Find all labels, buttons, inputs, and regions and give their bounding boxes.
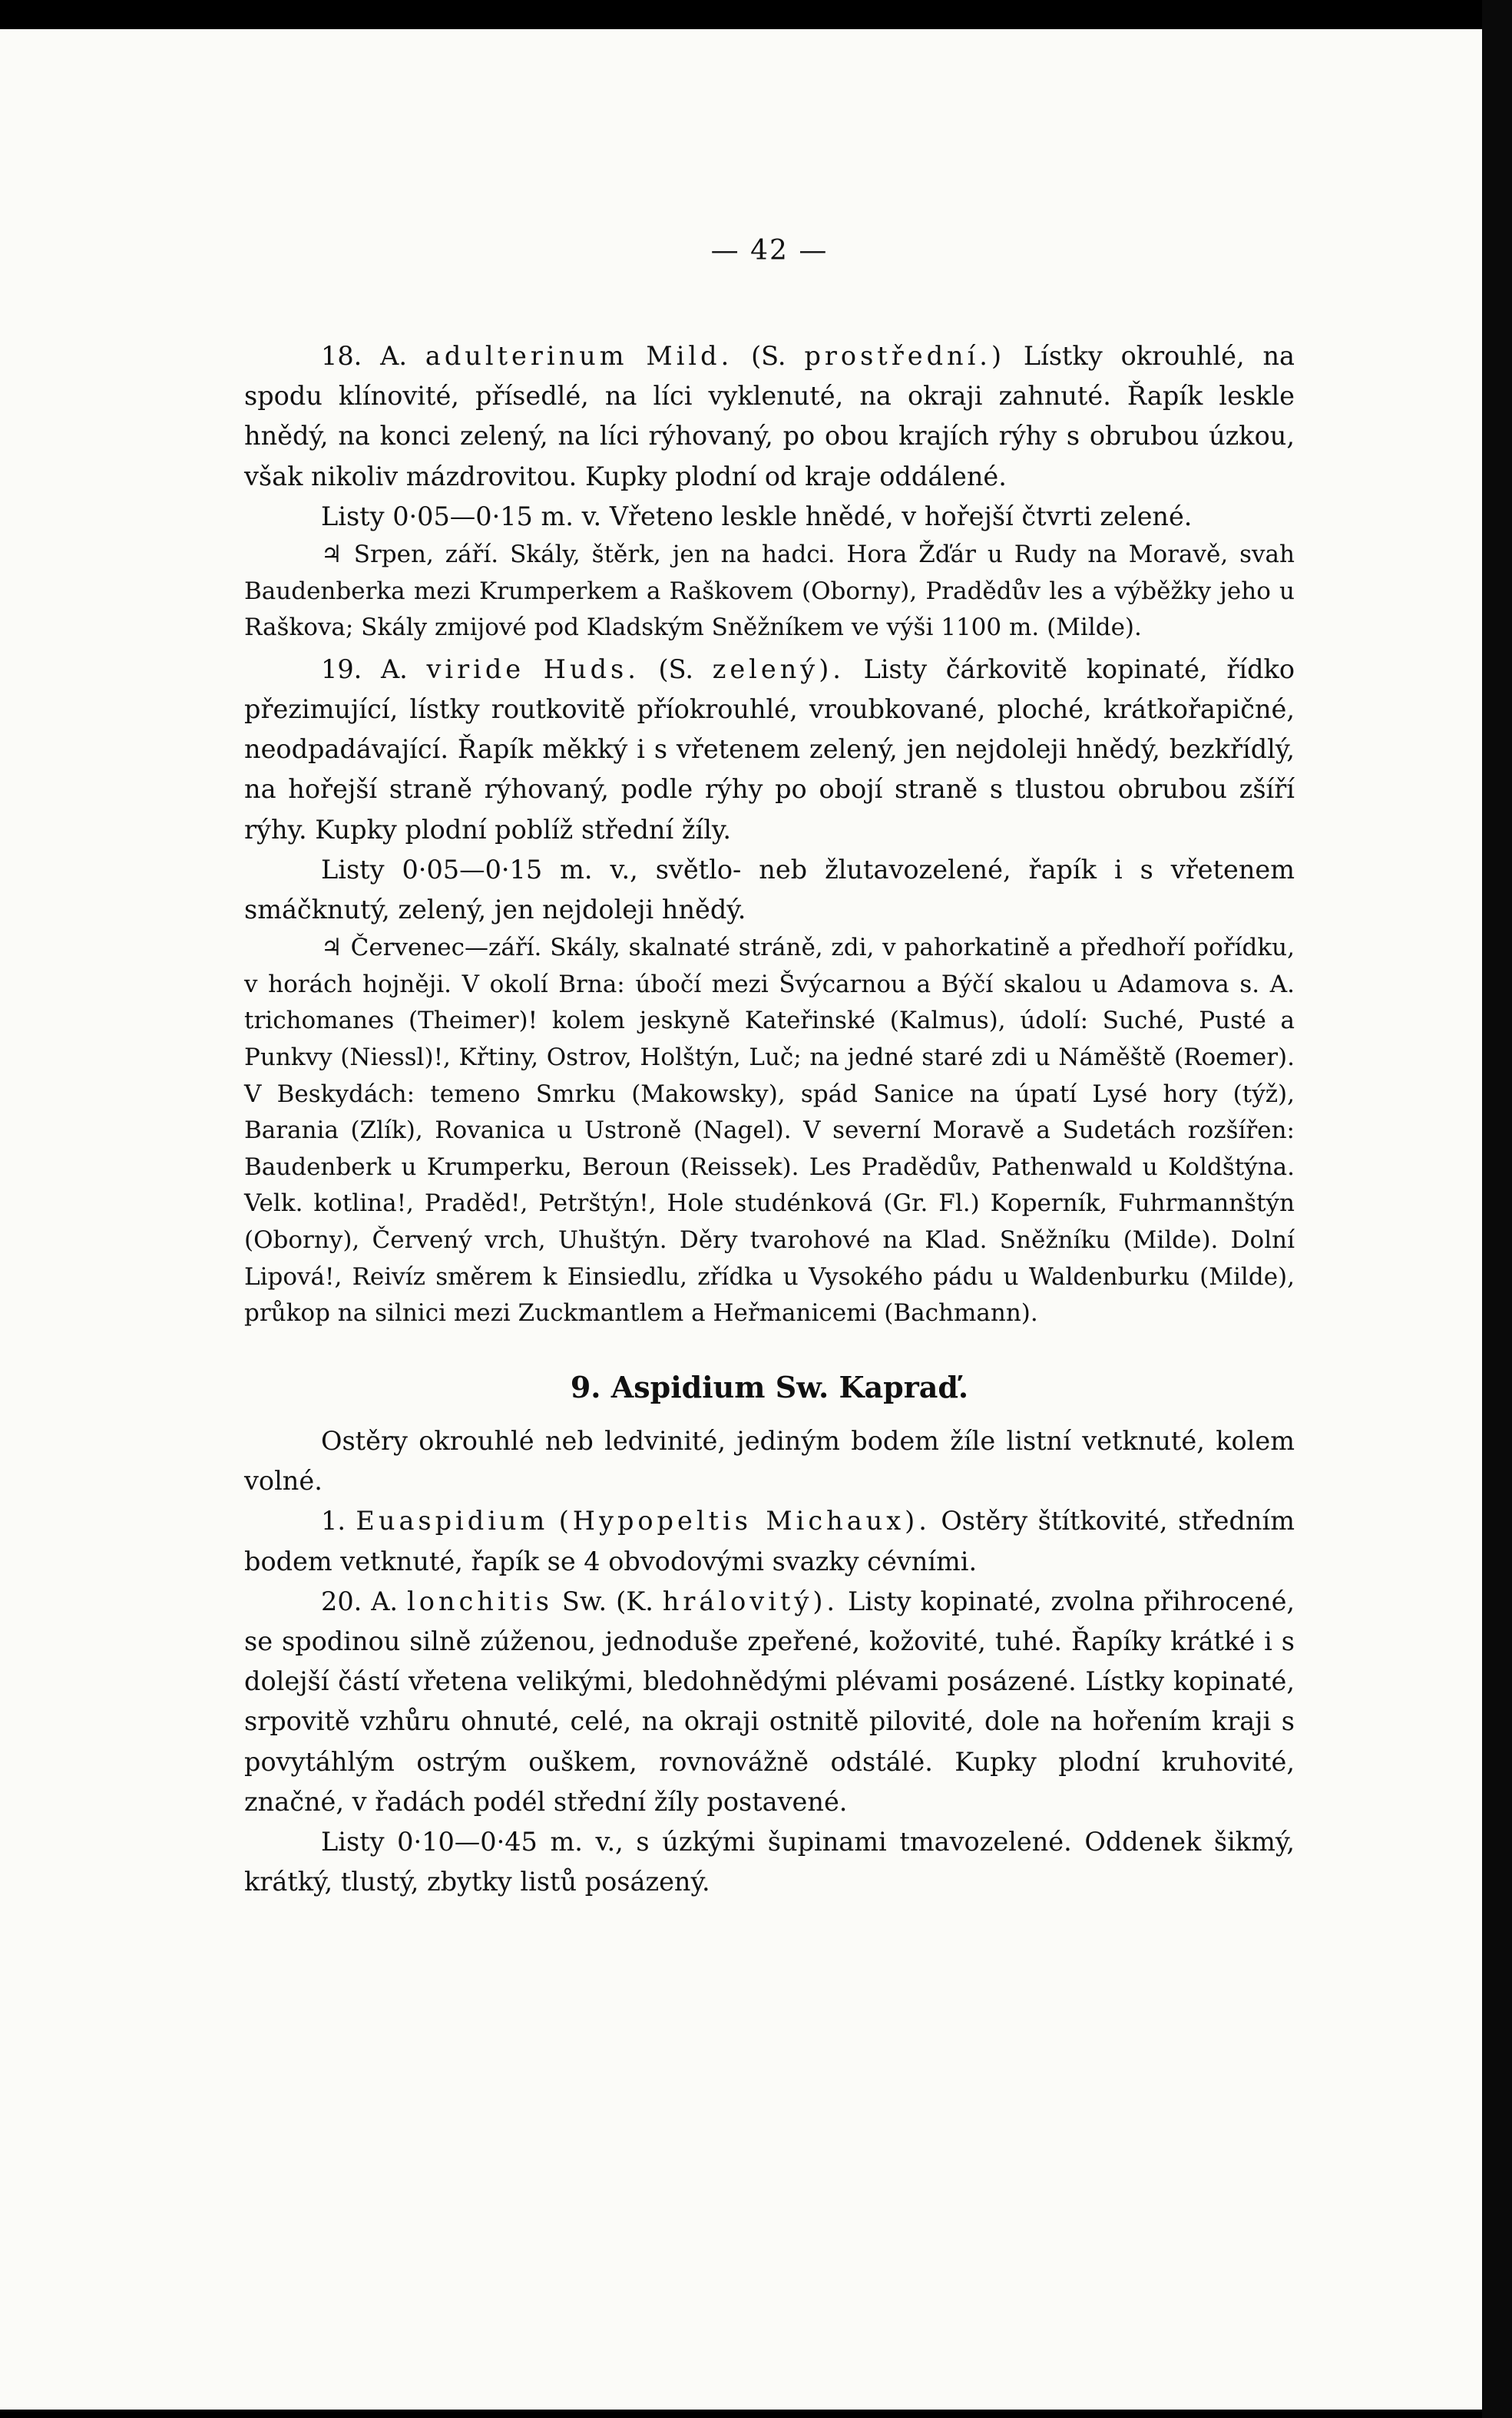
species-18-range-text: Srpen, září. Skály, štěrk, jen na hadci. Hora Žďár u Rudy na Moravě, svah Baudenberka mezi Krumperkem a Raškovem (Oborny), Pradědův les a výběžky jeho u Raškova; Skály zmijové pod Kladským Sněžníkem ve výši 1100 m. (Milde). <box>244 541 1295 642</box>
section-1-name: Euaspidium <box>356 1506 549 1536</box>
section-1-paren: (Hypopeltis Michaux). <box>558 1506 931 1536</box>
species-19-range-text: Červenec—září. Skály, skalnaté stráně, zdi, v pahorkatině a předhoří pořídku, v horách hojněji. V okolí Brna: úbočí mezi Švýcarnou a Býčí skalou u Adamova s. A. trichomanes (Theimer)! kolem jeskyně Kateřinské (Kalmus), údolí: Suché, Pusté a Punkvy (Niessl)!, Křtiny, Ostrov, Holštýn, Luč; na jedné staré zdi u Náměště (Roemer). V Beskydách: temeno Smrku (Makowsky), spád Sanice na úpatí Lysé hory (týž), Barania (Zlík), Rovanica u Ustroně (Nagel). V severní Moravě a Sudetách rozšířen: Baudenberk u Krumperku, Beroun (Reissek). Les Pradědův, Pathenwald u Koldštýna. Velk. kotlina!, Praděd!, Petrštýn!, Hole studénková (Gr. Fl.) Koperník, Fuhrmannštýn (Oborny), Červený vrch, Uhuštýn. Děry tvarohové na Klad. Sněžníku (Milde). Dolní Lipová!, Reivíz směrem k Einsiedlu, zřídka u Vysokého pádu u Waldenburku (Milde), průkop na silnici mezi Zuckmantlem a Heřmanicemi (Bachmann). <box>244 934 1295 1328</box>
species-19-range <box>244 930 1295 1332</box>
species-18-author: Mild. <box>646 341 733 371</box>
species-19-listy: Listy 0·05—0·15 m. v., světlo- neb žlutavozelené, řapík i s vřetenem smáčknutý, zelený, jen nejdoleji hnědý. <box>244 854 1295 925</box>
species-20-listy: Listy 0·10—0·45 m. v., s úzkými šupinami tmavozelené. Oddenek šikmý, krátký, tlustý, zbytky listů posázený. <box>244 1826 1295 1897</box>
species-18-czech-open: (S. <box>751 341 786 371</box>
species-20-name: lonchitis <box>407 1586 553 1616</box>
perennial-symbol-icon: ♃ <box>321 934 342 962</box>
species-18-listy: Listy 0·05—0·15 m. v. Vřeteno leskle hnědé, v hořejší čtvrti zelené. <box>321 501 1193 531</box>
section-1 <box>244 1501 1295 1581</box>
species-19-genus: A. <box>380 653 408 684</box>
perennial-symbol-icon: ♃ <box>321 541 342 569</box>
species-19-number: 19. <box>321 653 362 684</box>
species-20-czech-name: hrálovitý). <box>662 1586 839 1616</box>
genus-description: Ostěry okrouhlé neb ledvinité, jediným bodem žíle listní vetknuté, kolem volné. <box>244 1425 1295 1497</box>
species-20-author: Sw. <box>561 1586 607 1616</box>
genus-heading: 9. Aspidium Sw. Kapraď. <box>570 1369 969 1404</box>
species-19-name: viride <box>426 653 525 684</box>
species-18-name: adulterinum <box>425 341 628 371</box>
species-18-genus: A. <box>380 341 407 371</box>
species-20-genus: A. <box>371 1586 399 1616</box>
body-text <box>244 336 1295 1902</box>
species-18-desc-text: Lístky okrouhlé, na spodu klínovité, přísedlé, na líci vyklenuté, na okraji zahnuté. Řapík leskle hnědý, na konci zelený, na líci rýhovaný, po obou krajích rýhy s obrubou úzkou, však nikoliv mázdrovitou. Kupky plodní od kraje oddálené. <box>244 341 1295 491</box>
species-18-range <box>244 537 1295 647</box>
species-20-czech-open: (K. <box>616 1586 653 1616</box>
scan-border <box>1482 0 1512 2418</box>
species-19-description <box>244 650 1295 850</box>
species-19-czech-name: zelený). <box>712 653 845 684</box>
species-18-number: 18. <box>321 341 362 371</box>
page-number: — 42 — <box>710 235 829 266</box>
species-20-description <box>244 1582 1295 1822</box>
species-20-desc-text: Listy kopinaté, zvolna přihrocené, se spodinou silně zúženou, jednoduše zpeřené, kožovité, tuhé. Řapíky krátké i s dolejší částí vřetena velikými, bledohnědými plévami posázené. Lístky kopinaté, srpovitě vzhůru ohnuté, celé, na okraji ostnitě pilovité, dole na hořením kraji s povytáhlým ostrým ouškem, rovnovážně odstálé. Kupky plodní kruhovité, značné, v řadách podél střední žíly postavené. <box>244 1586 1295 1817</box>
section-1-desc: Ostěry štítkovité, středním bodem vetknuté, řapík se 4 obvodovými svazky cévními. <box>244 1506 1295 1576</box>
page-sheet <box>0 29 1482 2410</box>
species-18-description <box>244 336 1295 497</box>
species-20-number: 20. <box>321 1586 362 1616</box>
species-19-czech-open: (S. <box>658 653 694 684</box>
section-1-number: 1. <box>321 1506 346 1536</box>
species-19-author: Huds. <box>543 653 640 684</box>
species-19-desc-text: Listy čárkovitě kopinaté, řídko přezimující, lístky routkovitě příokrouhlé, vroubkované, ploché, krátkořapičné, neodpadávající. Řapík měkký i s vřetenem zelený, jen nejdoleji hnědý, bezkřídlý, na hořejší straně rýhovaný, podle rýhy po obojí straně s tlustou obrubou zšíří rýhy. Kupky plodní poblíž střední žíly. <box>244 653 1295 845</box>
species-18-czech-name: prostřední.) <box>804 341 1006 371</box>
